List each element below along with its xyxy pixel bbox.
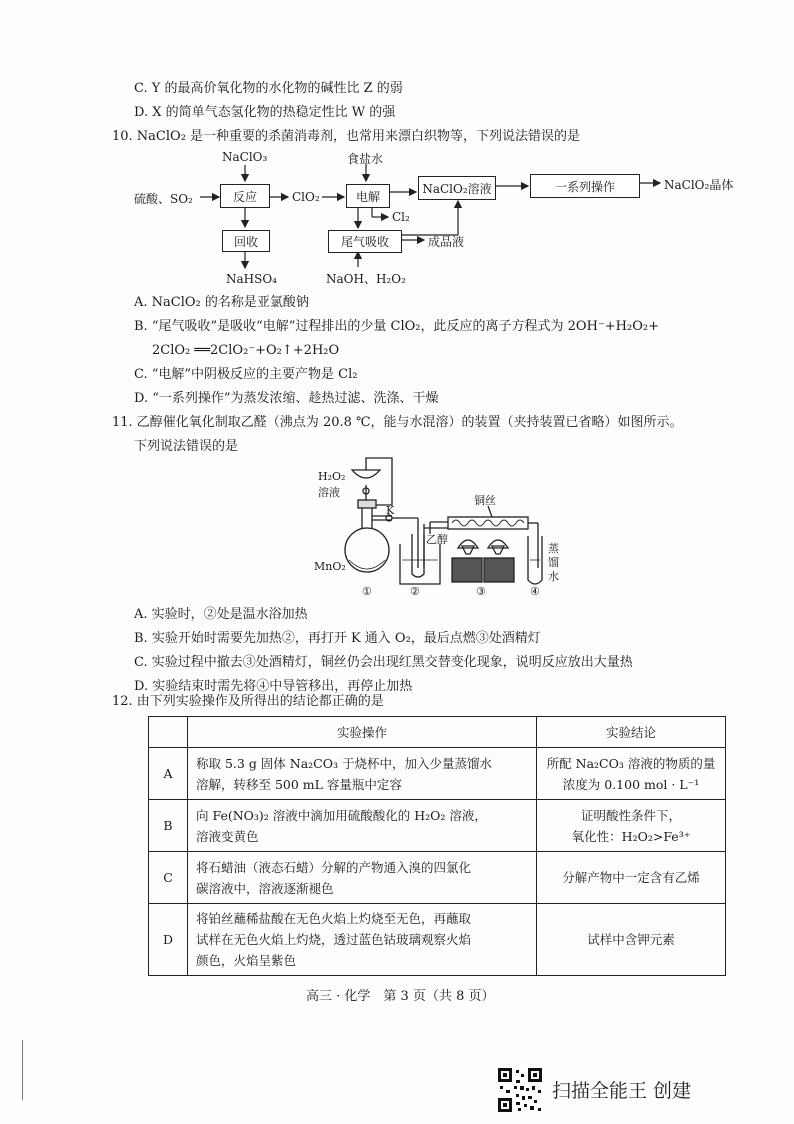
conclusion-line: 分解产物中一定含有乙烯 — [562, 870, 700, 885]
q11-option-d: D. 实验结束时需先将④中导管移出，再停止加热 — [134, 679, 413, 694]
margin-divider — [22, 1040, 23, 1100]
q10-option-c: C. “电解”中阴极反应的主要产物是 Cl₂ — [134, 367, 358, 382]
q11-marker-4: ④ — [530, 585, 540, 598]
q11-option-b: B. 实验开始时需要先加热②，再打开 K 通入 O₂，最后点燃③处酒精灯 — [134, 631, 541, 646]
operation-line: 试样在无色火焰上灼烧，透过蓝色钴玻璃观察火焰 — [196, 932, 472, 947]
q10-out-nahso4: NaHSO₄ — [226, 272, 277, 286]
q10-out-product: 成品液 — [428, 235, 465, 249]
operation-line: 将石蜡油（液态石蜡）分解的产物通入溴的四氯化 — [196, 859, 472, 875]
row-operation — [188, 800, 537, 852]
q10-option-a: A. NaClO₂ 的名称是亚氯酸钠 — [134, 295, 309, 310]
row-label: C — [149, 852, 188, 904]
q10-input-naclo3: NaClO₃ — [222, 150, 268, 164]
row-operation — [188, 748, 537, 800]
q10-box-solution: NaClO₂溶液 — [418, 176, 496, 200]
q11-label-ethanol: 乙醇 — [426, 533, 448, 546]
operation-line: 溶液变黄色 — [196, 828, 259, 844]
conclusion-line: 氧化性：H₂O₂>Fe³⁺ — [571, 828, 691, 844]
q10-box-recover: 回收 — [222, 230, 270, 252]
operation-line: 称取 5.3 g 固体 Na₂CO₃ 于烧杯中，加入少量蒸馏水 — [196, 755, 492, 771]
q10-box-series: 一系列操作 — [530, 174, 640, 198]
q11-stem-line2: 下列说法错误的是 — [134, 439, 239, 454]
q9-option-d: D. X 的简单气态氢化物的热稳定性比 W 的强 — [134, 105, 396, 120]
row-conclusion — [537, 748, 726, 800]
q11-option-a: A. 实验时，②处是温水浴加热 — [134, 607, 308, 622]
q10-box-electrolysis: 电解 — [346, 184, 390, 208]
q10-option-b-line2: 2ClO₂ ══2ClO₂⁻+O₂↑+2H₂O — [152, 343, 340, 358]
operation-line: 碳溶液中，溶液逐渐褪色 — [196, 880, 334, 896]
q10-box-tailgas: 尾气吸收 — [328, 230, 402, 253]
q10-output-crystal: NaClO₂晶体 — [664, 178, 734, 192]
q10-option-b-line1: B. “尾气吸收”是吸收“电解”过程排出的少量 ClO₂，此反应的离子方程式为 2OH⁻+H₂O₂+ — [134, 319, 659, 334]
page-footer: 高三 · 化学 第 3 页（共 8 页） — [306, 989, 495, 1004]
table-header-conclusion: 实验结论 — [537, 717, 726, 748]
row-operation — [188, 904, 537, 976]
q9-option-c: C. Y 的最高价氧化物的水化物的碱性比 Z 的弱 — [134, 81, 403, 96]
q12-experiment-table — [148, 716, 726, 976]
conclusion-line: 所配 Na₂CO₃ 溶液的物质的量 — [546, 755, 716, 771]
table-header-row — [149, 717, 726, 748]
q11-option-c: C. 实验过程中撤去③处酒精灯，铜丝仍会出现红黑交替变化现象，说明反应放出大量热 — [134, 655, 633, 670]
operation-line: 颜色，火焰呈紫色 — [196, 953, 297, 968]
operation-line: 溶解，转移至 500 mL 容量瓶中定容 — [196, 776, 402, 792]
table-row — [149, 800, 726, 852]
q10-option-d: D. “一系列操作”为蒸发浓缩、趁热过滤、洗涤、干燥 — [134, 391, 439, 406]
table-row — [149, 852, 726, 904]
q10-input-acid: 硫酸、SO₂ — [134, 192, 193, 206]
scanner-watermark: 扫描全能王 创建 — [552, 1080, 692, 1102]
operation-line: 将铂丝蘸稀盐酸在无色火焰上灼烧至无色，再蘸取 — [196, 911, 472, 926]
conclusion-line: 浓度为 0.100 mol · L⁻¹ — [562, 776, 700, 792]
q11-label-mno2: MnO₂ — [314, 560, 346, 573]
q12-stem: 12. 由下列实验操作及所得出的结论都正确的是 — [112, 694, 384, 709]
q11-label-water-2: 馏 — [548, 556, 559, 569]
row-label: B — [149, 800, 188, 852]
table-row — [149, 748, 726, 800]
q11-label-water-1: 蒸 — [548, 542, 559, 555]
q10-input-saltwater: 食盐水 — [347, 152, 384, 166]
q11-stem-line1: 11. 乙醇催化氧化制取乙醛（沸点为 20.8 ℃，能与水混溶）的装置（夹持装置已省略）如图所示。 — [112, 415, 683, 430]
q10-input-naoh: NaOH、H₂O₂ — [326, 272, 406, 286]
q11-label-copper: 铜丝 — [474, 494, 496, 507]
qr-code-icon — [496, 1066, 544, 1114]
q10-stem: 10. NaClO₂ 是一种重要的杀菌消毒剂，也常用来漂白织物等，下列说法错误的是 — [112, 129, 581, 144]
q11-label-solution: 溶液 — [318, 486, 340, 499]
q11-label-water-3: 水 — [548, 570, 559, 583]
operation-line: 向 Fe(NO₃)₂ 溶液中滴加用硫酸酸化的 H₂O₂ 溶液， — [196, 807, 487, 823]
row-label: A — [149, 748, 188, 800]
q11-marker-3: ③ — [476, 585, 486, 598]
row-operation — [188, 852, 537, 904]
q10-mid-clo2: ClO₂ — [292, 190, 320, 204]
table-row — [149, 904, 726, 976]
q10-out-cl2: Cl₂ — [392, 210, 410, 224]
conclusion-line: 试样中含钾元素 — [587, 932, 675, 947]
q11-marker-1: ① — [362, 585, 372, 598]
q11-label-h2o2: H₂O₂ — [318, 470, 346, 483]
row-label: D — [149, 904, 188, 976]
row-conclusion — [537, 852, 726, 904]
q11-marker-2: ② — [410, 585, 420, 598]
q10-box-reaction: 反应 — [220, 184, 270, 208]
row-conclusion — [537, 800, 726, 852]
table-header-blank — [149, 717, 188, 748]
table-header-operation: 实验操作 — [188, 717, 537, 748]
conclusion-line: 证明酸性条件下， — [580, 807, 681, 823]
row-conclusion — [537, 904, 726, 976]
q11-label-k: K — [386, 504, 395, 517]
